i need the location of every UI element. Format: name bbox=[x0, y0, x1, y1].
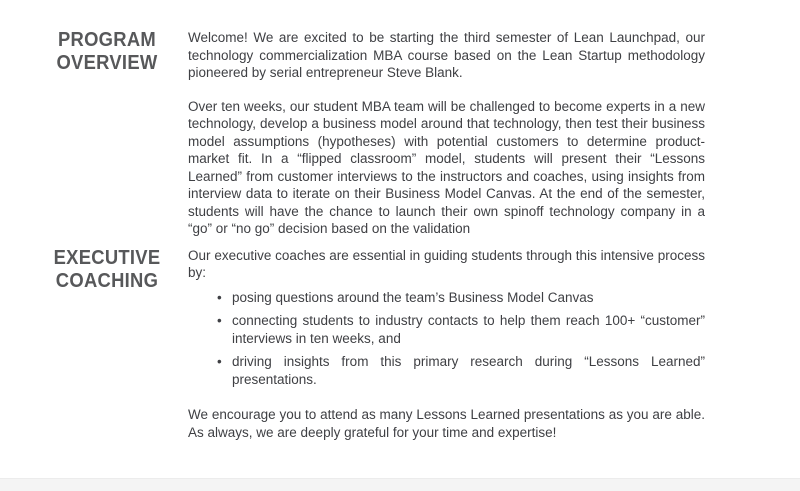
bullet-icon: • bbox=[217, 354, 222, 369]
coaching-bullet-list bbox=[188, 289, 705, 389]
executive-coaching-body bbox=[188, 247, 705, 442]
executive-coaching-heading-column bbox=[0, 247, 188, 442]
program-overview-heading bbox=[44, 29, 171, 75]
heading-line-2: OVERVIEW bbox=[56, 52, 158, 74]
executive-coaching-heading bbox=[44, 247, 171, 293]
welcome-paragraph: Welcome! We are excited to be starting the third semester of Lean Launchpad, our technology commercialization MBA course based on the Lean Startup methodology pioneered by serial entrepreneur Steve Blank. bbox=[188, 30, 705, 80]
heading-line-2: COACHING bbox=[55, 269, 159, 292]
program-overview-body bbox=[188, 29, 705, 238]
heading-line-1: PROGRAM bbox=[57, 29, 157, 51]
bullet-item-posing-questions bbox=[188, 289, 705, 307]
coaching-intro-paragraph: Our executive coaches are essential in guiding students through this intensive process by: bbox=[188, 247, 705, 280]
closing-paragraph: We encourage you to attend as many Lessons Learned presentations as you are able. As always, we are deeply grateful for your time and expertise! bbox=[188, 407, 705, 440]
bullet-item-text: posing questions around the team’s Business Model Canvas bbox=[232, 289, 594, 305]
bullet-item-driving-insights bbox=[188, 353, 705, 388]
program-overview-heading-column bbox=[0, 29, 188, 238]
course-description-paragraph: Over ten weeks, our student MBA team will be challenged to become experts in a new technology, develop a business model around that technology, then test their business model assumptions (hypotheses) with potential customers to determine product-market fit. In a “flipped classroom” model, students will present their “Lessons Learned” from customer interviews to the instructors and coaches, using insights from interview data to iterate on their Business Model Canvas. At the end of the semester, students will have the chance to launch their own spinoff technology company in a “go” or “no go” decision based on the validation bbox=[188, 98, 705, 236]
bullet-item-text: connecting students to industry contacts to help them reach 100+ “customer” interviews in ten weeks, and bbox=[232, 313, 705, 346]
bullet-icon: • bbox=[217, 289, 222, 305]
heading-line-1: EXECUTIVE bbox=[53, 246, 161, 269]
bullet-item-text: driving insights from this primary research during “Lessons Learned” presentations. bbox=[232, 354, 705, 387]
section-program-overview bbox=[0, 29, 800, 238]
bullet-item-connecting-students bbox=[188, 312, 705, 347]
footer-band bbox=[0, 478, 800, 491]
section-executive-coaching bbox=[0, 247, 800, 442]
bullet-icon: • bbox=[217, 313, 222, 328]
